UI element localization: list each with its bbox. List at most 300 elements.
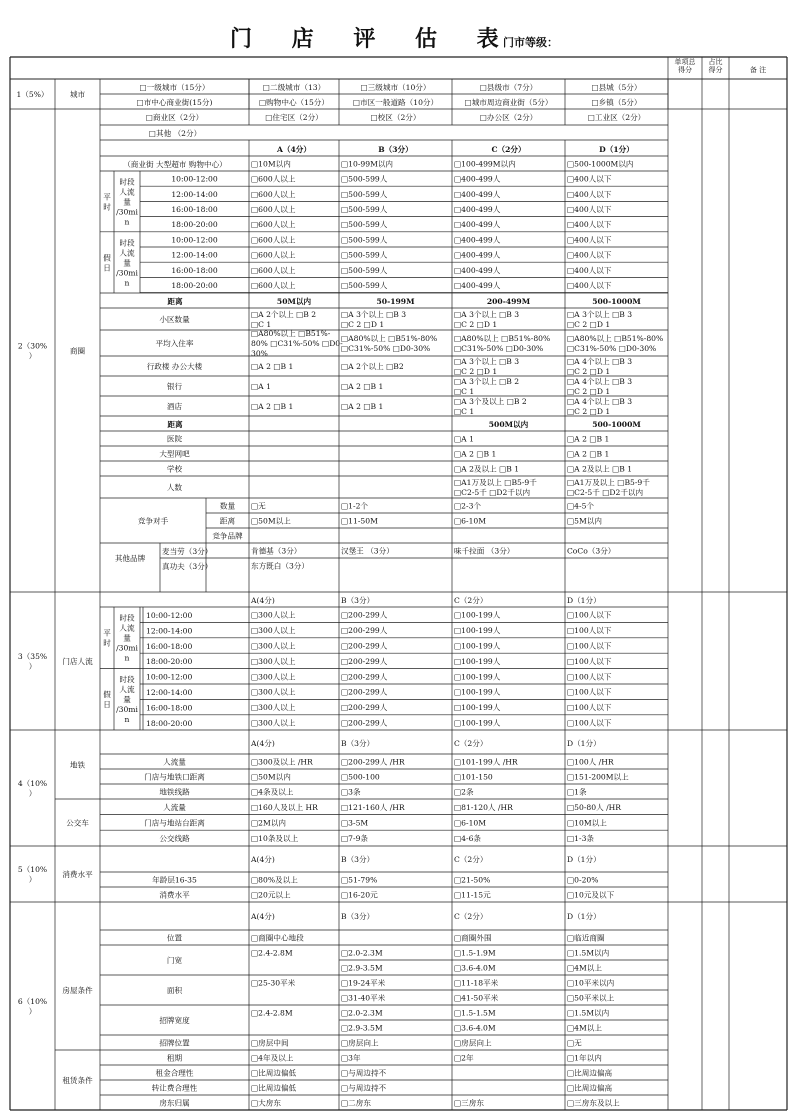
flow-option: □400人以下 [567,205,612,214]
facility-option: □A80%以上 □B51%-80% [341,334,438,343]
bus-option: □6-10M [454,818,487,828]
competitor-option: □50M以上 [251,516,291,526]
facility-option: □A 3个及以上 □B 2 [454,397,527,406]
store-flow-option: □200-299人 [341,626,388,636]
commerce-option: □10-99M以内 [341,159,394,169]
grade-head: C（2分） [454,596,488,605]
house-option: □2.0-2.3M [341,948,383,958]
facility-option: □A 4个以上 □B 3 [567,377,633,386]
metro-option: □101-150 [454,772,493,782]
section-5-label: ） [28,875,37,884]
facility-option: □A 4个以上 □B 3 [567,397,633,406]
time-slot: 18:00-20:00 [171,281,218,290]
facility-option: □A 2 □B 1 [567,449,610,459]
facility-option: □A 2 □B 1 [341,402,384,411]
facility-option: □C 1 [454,387,475,396]
metro-option: □500-100 [341,772,380,782]
distance-head: 50-199M [376,297,415,306]
lease-option: □与周边持不 [341,1083,387,1093]
lease-row-label: 租金合理性 [155,1068,194,1078]
period-flow-label: 人流 [119,685,135,694]
grade-head: D（1分） [567,855,601,864]
bus-option: □81-120人 /HR [454,802,513,812]
remark-header: 备 注 [749,66,767,74]
single-score-header: 得分 [678,66,692,74]
facility-label: 平均入住率 [155,339,194,348]
section-6-label: ） [28,1007,37,1016]
grade-head: D（1分） [599,145,634,154]
store-flow-option: □300人以上 [251,687,296,697]
flow-option: □400-499人 [454,281,501,290]
flow-option: □400-499人 [454,174,501,184]
city-option: □县级市（7分） [479,83,538,92]
grade-head: B（3分） [341,596,375,605]
section-4-label: ） [28,789,37,798]
section-2-label: ） [28,351,37,361]
people-option: □C2-5千 □D2千以内 [567,488,644,497]
flow-option: □400-499人 [454,250,501,260]
consumption-option: □80%及以上 [251,875,298,885]
flow-option: □500-599人 [341,265,388,275]
lease-option: □比周边偏高 [567,1083,613,1093]
facility-option: □A 2 □B 1 [567,434,610,444]
bus-option: □121-160人 /HR [341,802,405,812]
house-option: □商圈外围 [454,933,492,943]
house-row-label: 面积 [166,986,183,995]
store-flow-option: □100人以下 [567,687,612,697]
store-flow-option: □200-299人 [341,610,388,620]
weekday-label: 时 [103,638,111,648]
bus-row-label: 公交线路 [159,834,190,843]
store-flow-option: □200-299人 [341,687,388,697]
facility-option: □A 2及以上 □B 1 [454,464,520,474]
flow-option: □500-599人 [341,250,388,260]
weekday-label: 时 [103,202,111,212]
bus-option: □160人及以上 HR [251,802,318,812]
lease-option: □大房东 [251,1098,281,1108]
facility-option: □C 2 □D 1 [567,367,611,376]
period-flow-label: 时段 [119,177,135,187]
metro-option: □151-200M以上 [567,772,629,782]
lease-option: □二房东 [341,1098,371,1108]
store-flow-option: □300人以上 [251,672,296,682]
holiday-label: 假 [103,690,111,699]
lease-row-label: 租期 [166,1053,183,1063]
period-flow-label: 量 [123,695,131,704]
house-option: □2.9-3.5M [341,1023,383,1033]
flow-option: □600人以上 [251,220,296,230]
facility-option: □C 1 [251,320,272,329]
store-flow-option: □200-299人 [341,672,388,682]
section-1-label: 1（5%） [16,90,49,99]
facility-option: □A 1 [251,382,271,391]
other-brands-label: 其他品牌 [114,554,146,563]
store-flow-option: □300人以上 [251,610,296,620]
house-row-label: 门宽 [166,956,183,965]
form-title: 门 店 评 估 表 [230,26,515,52]
grade-head: A(4分) [251,596,275,605]
flow-option: □500-599人 [341,220,388,230]
metro-option: □2条 [454,787,474,797]
city-option: □市区一般道路（10分） [352,98,439,107]
facility-option: □A 2个以上 □B 2 [251,310,317,319]
commerce-option: □500-1000M以内 [567,159,634,169]
other-brand-label: 麦当劳（3分） [162,547,213,556]
facility-option: □A80%以上 □B51%-80% [567,334,664,343]
store-flow-option: □100-199人 [454,718,501,728]
other-brand-option: 东方既白（3分） [251,561,309,571]
flow-option: □500-599人 [341,189,388,199]
facility-label: 大型网吧 [159,449,190,459]
grade-head: A(4分) [251,855,275,864]
lease-option: □比周边偏高 [567,1068,613,1078]
house-option: □商圈中心地段 [251,933,304,943]
facility-label: 医院 [166,434,183,444]
flow-option: □400人以下 [567,265,612,275]
period-flow-label: /30mi [116,643,138,653]
flow-option: □400人以下 [567,235,612,245]
house-option: □10平米以内 [567,978,615,988]
facility-option: □A 1 [454,434,474,444]
metro-option: □100人 /HR [567,757,614,767]
facility-label: 酒店 [166,402,183,411]
flow-option: □400-499人 [454,220,501,230]
other-brand-option: CoCo（3分） [567,546,616,556]
flow-option: □400人以下 [567,250,612,260]
time-slot: 16:00-18:00 [171,265,218,275]
time-slot: 12:00-14:00 [171,250,218,260]
period-flow-label: /30mi [116,705,138,714]
consumption-option: □10元及以下 [567,890,615,900]
city-option: □一级城市（15分） [139,83,210,92]
house-option: □11-18平米 [454,978,499,988]
distance-head: 50M以内 [276,297,312,306]
lease-option: □1年以内 [567,1053,602,1063]
flow-option: □400人以下 [567,189,612,199]
house-option: □25-30平米 [251,978,296,988]
period-flow-label: n [124,715,130,724]
holiday-label: 日 [103,700,111,709]
grade-head: D（1分） [567,596,601,605]
competitor-option: □6-10M [454,516,487,526]
period-flow-label: /30mi [116,207,138,217]
store-flow-option: □100人以下 [567,626,612,636]
facility-option: □A 3个以上 □B 3 [454,310,520,319]
bus-option: □10M以上 [567,818,607,828]
house-option: □房层向上 [454,1038,492,1048]
other-brand-option: 肯德基（3分） [251,546,302,556]
house-label: 房屋条件 [62,986,93,995]
period-flow-label: n [124,278,130,288]
lease-option: □三房东 [454,1098,484,1108]
grade-head: C（2分） [454,912,488,921]
flow-option: □600人以上 [251,250,296,260]
distance-label-2: 距离 [167,420,183,429]
time-slot: 12:00-14:00 [146,688,193,697]
store-flow-option: □100人以下 [567,656,612,666]
store-flow-option: □100-199人 [454,656,501,666]
metro-option: □1条 [567,787,587,797]
city-option: □市中心商业街(15分) [136,98,213,107]
competitor-option: □2-3个 [454,501,481,511]
facility-option: □C31%-50% □D0-30% [567,344,657,353]
store-flow-option: □100-199人 [454,687,501,697]
time-slot: 18:00-20:00 [171,220,218,230]
competitor-label: 竞争对手 [137,516,169,526]
store-flow-option: □100-199人 [454,626,501,636]
lease-option: □比周边偏低 [251,1068,297,1078]
store-flow-option: □300人以上 [251,656,296,666]
flow-option: □400-499人 [454,265,501,275]
ratio-score-header: 得分 [708,66,723,74]
bus-row-label: 门店与地站台距离 [144,818,205,828]
house-row-label: 位置 [166,933,183,943]
people-option: □A1万及以上 □B5-9千 [567,478,650,487]
time-slot: 12:00-14:00 [146,626,193,636]
flow-option: □600人以上 [251,235,296,245]
facility-option: □C 1 [454,407,475,416]
house-row-label: 招牌宽度 [159,1016,190,1025]
store-flow-option: □100人以下 [567,610,612,620]
people-option: □C2-5千 □D2千以内 [454,488,531,497]
people-option: □A1万及以上 □B5-9千 [454,478,537,487]
lease-option: □与周边持不 [341,1068,387,1078]
district-type-option: □其他 （2分） [148,129,202,138]
other-brand-label: 真功夫（3分） [162,562,213,571]
weekday-label: 平 [103,192,111,202]
facility-option: □C 2 □D 1 [454,367,498,376]
single-score-header: 单项总 [674,58,696,66]
other-brand-option: 汉堡王 （3分） [341,546,394,556]
commerce-option: □10M以内 [251,159,291,169]
lease-row-label: 房东归属 [159,1098,190,1108]
metro-row-label: 门店与地铁口距离 [144,772,205,782]
grade-head: C（2分） [454,855,488,864]
facility-option: □C 2 □D 1 [567,407,611,416]
period-flow-label: 量 [123,197,131,207]
period-flow-label: 时段 [119,675,135,684]
facility-option: 30% [251,349,268,358]
store-grade-label: 门市等级： [503,36,558,49]
time-slot: 18:00-20:00 [146,718,193,728]
grade-head: A（4分） [277,145,311,154]
time-slot: 16:00-18:00 [171,205,218,214]
bus-option: □4-6条 [454,834,481,843]
house-option: □31-40平米 [341,993,386,1003]
facility-option: □C 2 □D 1 [341,320,385,329]
distance-head-2: 500-1000M [592,420,641,429]
store-flow-option: □300人以上 [251,626,296,636]
facility-option: 80% □C31%-50% □D0- [251,339,343,348]
bus-option: □2M以内 [251,818,286,828]
competitor-option: □4-5个 [567,501,594,511]
time-slot: 16:00-18:00 [146,641,193,651]
flow-option: □600人以上 [251,189,296,199]
grade-head: A(4分) [251,912,275,921]
store-flow-option: □100-199人 [454,641,501,651]
bus-row-label: 人流量 [163,802,186,812]
period-flow-label: 时段 [119,613,135,623]
house-option: □2.0-2.3M [341,1008,383,1018]
facility-option: □A 2 □B 1 [454,449,497,459]
city-option: □县城（5分） [591,83,642,92]
period-flow-label: 时段 [119,238,135,248]
flow-option: □500-599人 [341,235,388,245]
facility-option: □A 2 □B 1 [251,402,294,411]
city-option: □购物中心（15分） [259,98,329,107]
house-option: □2.4-2.8M [251,1008,293,1018]
district-type-option: □商业区（2分） [145,113,204,122]
facility-option: □A80%以上 □B51%-80% [454,334,551,343]
facility-option: □A 3个以上 □B 3 [567,310,633,319]
metro-option: □50M以内 [251,772,291,782]
time-slot: 18:00-20:00 [146,657,193,667]
competitor-row-label: 竞争品牌 [212,531,243,541]
holiday-label: 日 [103,263,111,273]
store-flow-option: □200-299人 [341,718,388,728]
consumption-label: 消费水平 [62,870,93,879]
grade-head: A(4分) [251,739,275,748]
district-type-option: □校区（2分） [370,113,421,122]
city-option: □二级城市（13） [262,83,326,92]
store-flow-option: □100人以下 [567,703,612,713]
grade-head: C（2分） [491,145,526,154]
house-option: □1.5M以内 [567,948,610,958]
period-flow-label: n [124,217,130,227]
section-2-name: 商圈 [69,346,86,356]
section-2-label: 2（30% [17,341,48,351]
house-option: □2.9-3.5M [341,963,383,973]
flow-option: □600人以上 [251,205,296,214]
store-flow-option: □200-299人 [341,641,388,651]
facility-option: □A 3个以上 □B 2 [454,377,520,386]
house-option: □1.5-1.9M [454,948,496,958]
flow-option: □600人以上 [251,265,296,275]
commerce-label: （商业街 大型超市 购物中心） [123,160,227,169]
flow-option: □400-499人 [454,205,501,214]
consumption-option: □16-20元 [341,890,378,900]
bus-label: 公交车 [66,818,89,828]
time-slot: 12:00-14:00 [171,189,218,199]
facility-option: □C 2 □D 1 [454,320,498,329]
bus-option: □50-80人 /HR [567,802,621,812]
flow-option: □500-599人 [341,281,388,290]
period-flow-label: 人流 [119,248,135,258]
facility-option: □A 2及以上 □B 1 [567,464,633,474]
flow-option: □500-599人 [341,174,388,184]
facility-label: 银行 [166,382,183,391]
lease-option: □2年 [454,1053,474,1063]
lease-option: □比周边偏低 [251,1083,297,1093]
lease-option: □三房东及以上 [567,1098,620,1108]
period-flow-label: /30mi [116,268,138,278]
facility-option: □A 2 □B 1 [251,362,294,371]
distance-label: 距离 [167,297,183,306]
commerce-option: □100-499M以内 [454,159,516,169]
house-option: □41-50平米 [454,993,499,1003]
store-flow-option: □100人以下 [567,718,612,728]
district-type-option: □住宅区（2分） [265,113,323,122]
time-slot: 10:00-12:00 [171,174,218,184]
facility-option: □A 2个以上 □B2 [341,362,404,371]
flow-option: □400人以下 [567,220,612,230]
flow-option: □400人以下 [567,281,612,290]
competitor-option: □无 [251,501,266,511]
house-option: □4M以上 [567,1023,602,1033]
metro-option: □101-199人 /HR [454,757,518,767]
district-type-option: □办公区（2分） [479,113,538,122]
time-slot: 10:00-12:00 [171,235,218,245]
grade-head: B（3分） [378,145,413,154]
facility-option: □A 2 □B 1 [341,382,384,391]
competitor-option: □1-2个 [341,501,368,511]
facility-option: □C 2 □D 1 [567,320,611,329]
period-flow-label: 人流 [119,623,135,633]
time-slot: 16:00-18:00 [146,703,193,713]
store-flow-option: □100-199人 [454,703,501,713]
consumption-option: □0-20% [567,875,599,885]
flow-option: □600人以上 [251,281,296,290]
house-option: □临近商圈 [567,933,605,943]
lease-row-label: 转让费合理性 [151,1083,198,1093]
section-6-label: 6（10% [17,997,48,1006]
consumption-option: □51-79% [341,875,378,885]
section-3-label: ） [28,662,37,671]
grade-head: B（3分） [341,912,375,921]
city-option: □乡镇（5分） [591,98,642,107]
facility-option: □C31%-50% □D0-30% [454,344,544,353]
store-flow-option: □100人以下 [567,672,612,682]
section-5-label: 5（10% [17,865,48,874]
facility-label: 学校 [166,464,183,474]
house-option: □50平米以上 [567,993,615,1003]
flow-option: □400-499人 [454,189,501,199]
flow-option: □400-499人 [454,235,501,245]
house-option: □房层中间 [251,1038,289,1048]
consumption-option: □11-15元 [454,890,491,900]
consumption-option: □20元以上 [251,890,291,900]
period-flow-label: 人流 [119,187,135,197]
bus-option: □1-3条 [567,834,594,843]
period-flow-label: n [124,653,130,663]
lease-label: 租赁条件 [62,1076,93,1085]
time-slot: 10:00-12:00 [146,611,193,620]
grade-head: C（2分） [454,739,488,748]
bus-option: □7-9条 [341,834,368,843]
grade-head: D（1分） [567,912,601,921]
grade-head: D（1分） [567,739,601,748]
lease-option: □3年 [341,1053,361,1063]
house-option: □1.5-1.5M [454,1008,496,1018]
metro-row-label: 地铁线路 [159,787,190,797]
store-flow-option: □300人以上 [251,718,296,728]
flow-option: □400人以下 [567,174,612,184]
store-flow-option: □100-199人 [454,672,501,682]
city-option: □城市周边商业街（5分） [464,98,553,107]
district-type-option: □工业区（2分） [587,113,646,122]
consumption-option: □21-50% [454,875,491,885]
distance-head-2: 500M以内 [488,420,529,429]
other-brand-option: 味千拉面 （3分） [454,546,515,556]
distance-head: 500-1000M [592,297,641,306]
bus-option: □3-5M [341,818,369,828]
section-3-label: 3（35% [17,652,48,661]
house-option: □19-24平米 [341,978,386,988]
facility-option: □C 2 □D 1 [567,387,611,396]
facility-option: □C31%-50% □D0-30% [341,344,431,353]
store-flow-option: □300人以上 [251,703,296,713]
facility-option: □A 3个以上 □B 3 [454,357,520,366]
